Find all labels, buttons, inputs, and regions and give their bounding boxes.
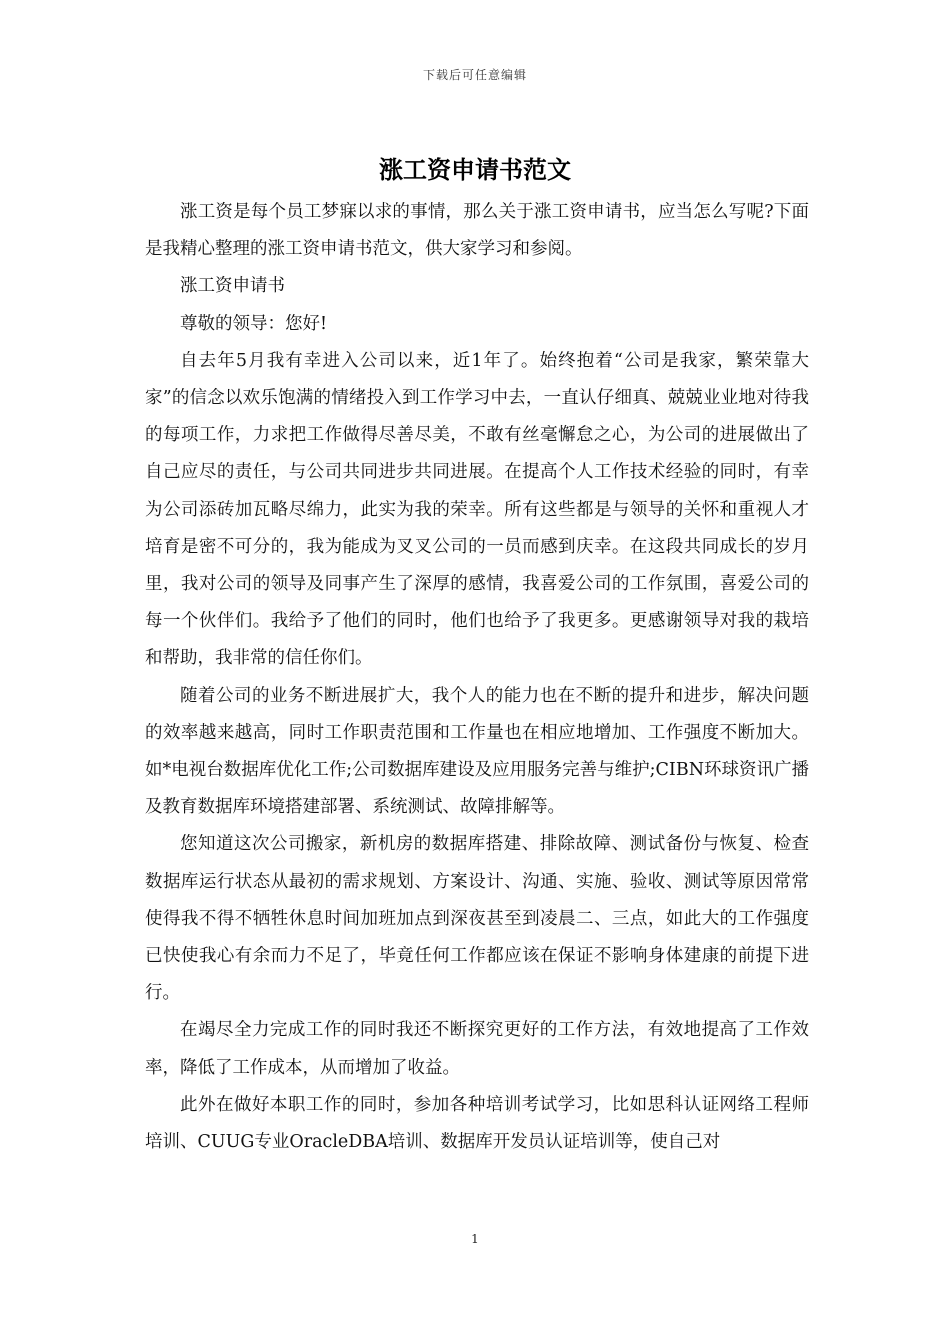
paragraph-body-4: 在竭尽全力完成工作的同时我还不断探究更好的工作方法，有效地提高了工作效率，降低了工作成本，从而增加了收益。 — [145, 1020, 809, 1078]
paragraph-letter-heading: 涨工资申请书 — [180, 276, 285, 297]
paragraph-intro: 涨工资是每个员工梦寐以求的事情，那么关于涨工资申请书，应当怎么写呢?下面是我精心整理的涨工资申请书范文，供大家学习和参阅。 — [145, 202, 809, 260]
paragraph-body-1: 自去年5月我有幸进入公司以来，近1年了。始终抱着“公司是我家，繁荣靠大家”的信念以欢乐饱满的情绪投入到工作学习中去，一直认仔细真、兢兢业业地对待我的每项工作，力求把工作做得尽善尽美，不敢有丝毫懈怠之心，为公司的进展做出了自己应尽的责任，与公司共同进步共同进展。在提高个人工作技术经验的同时，有幸为公司添砖加瓦略尽绵力，此实为我的荣幸。所有这些都是与领导的关怀和重视人才培育是密不可分的，我为能成为叉叉公司的一员而感到庆幸。在这段共同成长的岁月里，我对公司的领导及同事产生了深厚的感情，我喜爱公司的工作氛围，喜爱公司的每一个伙伴们。我给予了他们的同时，他们也给予了我更多。更感谢领导对我的栽培和帮助，我非常的信任你们。 — [145, 350, 809, 669]
page-header-note: 下载后可任意编辑 — [422, 68, 527, 82]
document-title: 涨工资申请书范文 — [379, 156, 571, 184]
page-number: 1 — [471, 1232, 479, 1246]
paragraph-body-3: 您知道这次公司搬家，新机房的数据库搭建、排除故障、测试备份与恢复、检查数据库运行状态从最初的需求规划、方案设计、沟通、实施、验收、测试等原因常常使得我不得不牺牲休息时间加班加点到深夜甚至到凌晨二、三点，如此大的工作强度已快使我心有余而力不足了，毕竟任何工作都应该在保证不影响身体建康的前提下进行。 — [145, 834, 809, 1004]
paragraph-salutation: 尊敬的领导：您好! — [180, 313, 328, 334]
paragraph-body-2: 随着公司的业务不断进展扩大，我个人的能力也在不断的提升和进步，解决问题的效率越来越高，同时工作职责范围和工作量也在相应地增加、工作强度不断加大。如*电视台数据库优化工作;公司数据库建设及应用服务完善与维护;CIBN环球资讯广播及教育数据库环境搭建部署、系统测试、故障排解等。 — [145, 685, 810, 818]
document-body — [145, 194, 809, 1161]
paragraph-body-5: 此外在做好本职工作的同时，参加各种培训考试学习，比如思科认证网络工程师培训、CUUG专业OracleDBA培训、数据库开发员认证培训等，使自己对 — [145, 1094, 809, 1153]
